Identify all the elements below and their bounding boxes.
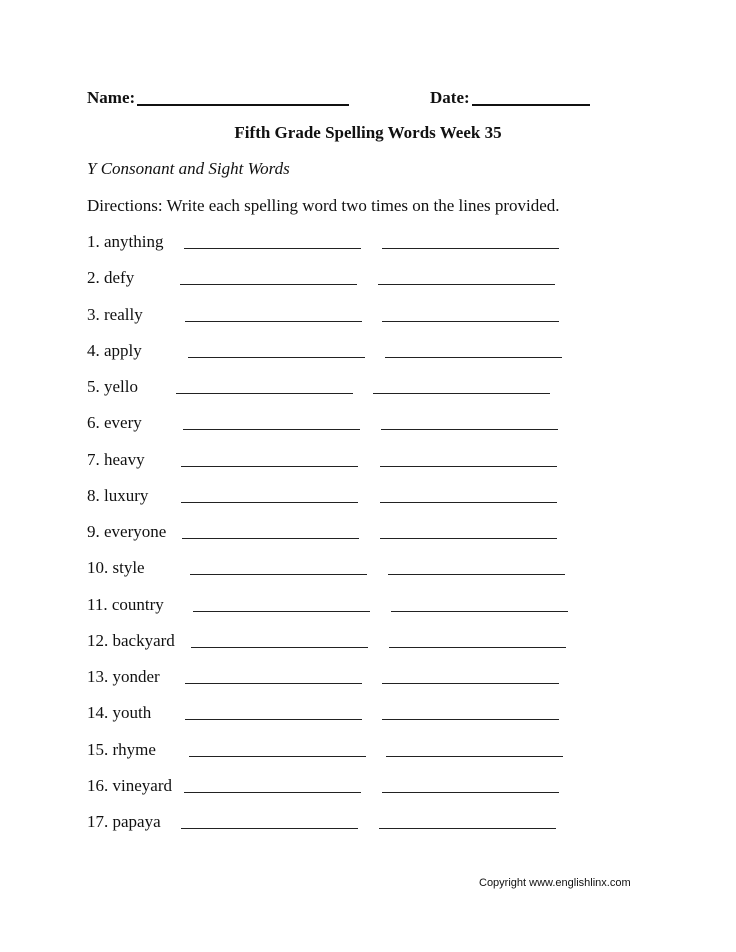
write-line-2	[380, 538, 557, 539]
write-line-2	[381, 429, 558, 430]
write-line-1	[185, 321, 362, 322]
name-label: Name:	[87, 88, 136, 107]
write-line-1	[185, 719, 362, 720]
write-line-1	[190, 574, 367, 575]
write-line-2	[389, 647, 566, 648]
spelling-word: 15. rhyme	[87, 739, 156, 759]
spelling-word: 9. everyone	[87, 522, 167, 541]
copyright-text: Copyright www.englishlinx.com	[479, 877, 631, 889]
name-blank-line	[137, 104, 349, 106]
write-line-1	[176, 393, 353, 394]
write-line-2	[388, 574, 565, 575]
spelling-word: 7. heavy	[87, 449, 145, 469]
spelling-word: 5. yello	[87, 377, 138, 396]
write-line-2	[382, 683, 559, 684]
write-line-2	[382, 719, 559, 720]
date-label: Date:	[430, 88, 470, 107]
write-line-1	[181, 828, 358, 829]
write-line-2	[386, 756, 563, 757]
write-line-1	[181, 502, 358, 503]
write-line-1	[189, 756, 366, 757]
spelling-word: 11. country	[87, 594, 164, 614]
spelling-word: 10. style	[87, 558, 145, 578]
write-line-1	[191, 647, 368, 648]
write-line-2	[380, 466, 557, 467]
write-line-2	[382, 792, 559, 793]
write-line-2	[391, 611, 568, 612]
write-line-2	[378, 284, 555, 285]
spelling-word: 12. backyard	[87, 630, 175, 650]
spelling-word: 6. every	[87, 413, 142, 433]
write-line-1	[184, 792, 361, 793]
spelling-word: 17. papaya	[87, 812, 161, 831]
write-line-2	[373, 393, 550, 394]
spelling-word: 4. apply	[87, 340, 142, 360]
write-line-2	[382, 321, 559, 322]
write-line-1	[182, 538, 359, 539]
spelling-word: 3. really	[87, 304, 143, 324]
write-line-1	[184, 248, 361, 249]
write-line-1	[188, 357, 365, 358]
spelling-word: 2. defy	[87, 268, 135, 288]
write-line-2	[380, 502, 557, 503]
write-line-2	[382, 248, 559, 249]
spelling-word: 14. youth	[87, 703, 152, 723]
spelling-word: 8. luxury	[87, 485, 149, 505]
write-line-1	[183, 429, 360, 430]
page-title: Fifth Grade Spelling Words Week 35	[234, 123, 502, 142]
write-line-2	[385, 357, 562, 358]
write-line-1	[180, 284, 357, 285]
write-line-1	[181, 466, 358, 467]
page-subtitle: Y Consonant and Sight Words	[87, 159, 290, 178]
spelling-word: 13. yonder	[87, 667, 160, 686]
spelling-word: 16. vineyard	[87, 775, 172, 795]
spelling-word: 1. anything	[87, 232, 164, 251]
write-line-1	[193, 611, 370, 612]
date-blank-line	[472, 104, 590, 106]
write-line-1	[185, 683, 362, 684]
directions-text: Directions: Write each spelling word two times on the lines provided.	[87, 196, 560, 215]
write-line-2	[379, 828, 556, 829]
